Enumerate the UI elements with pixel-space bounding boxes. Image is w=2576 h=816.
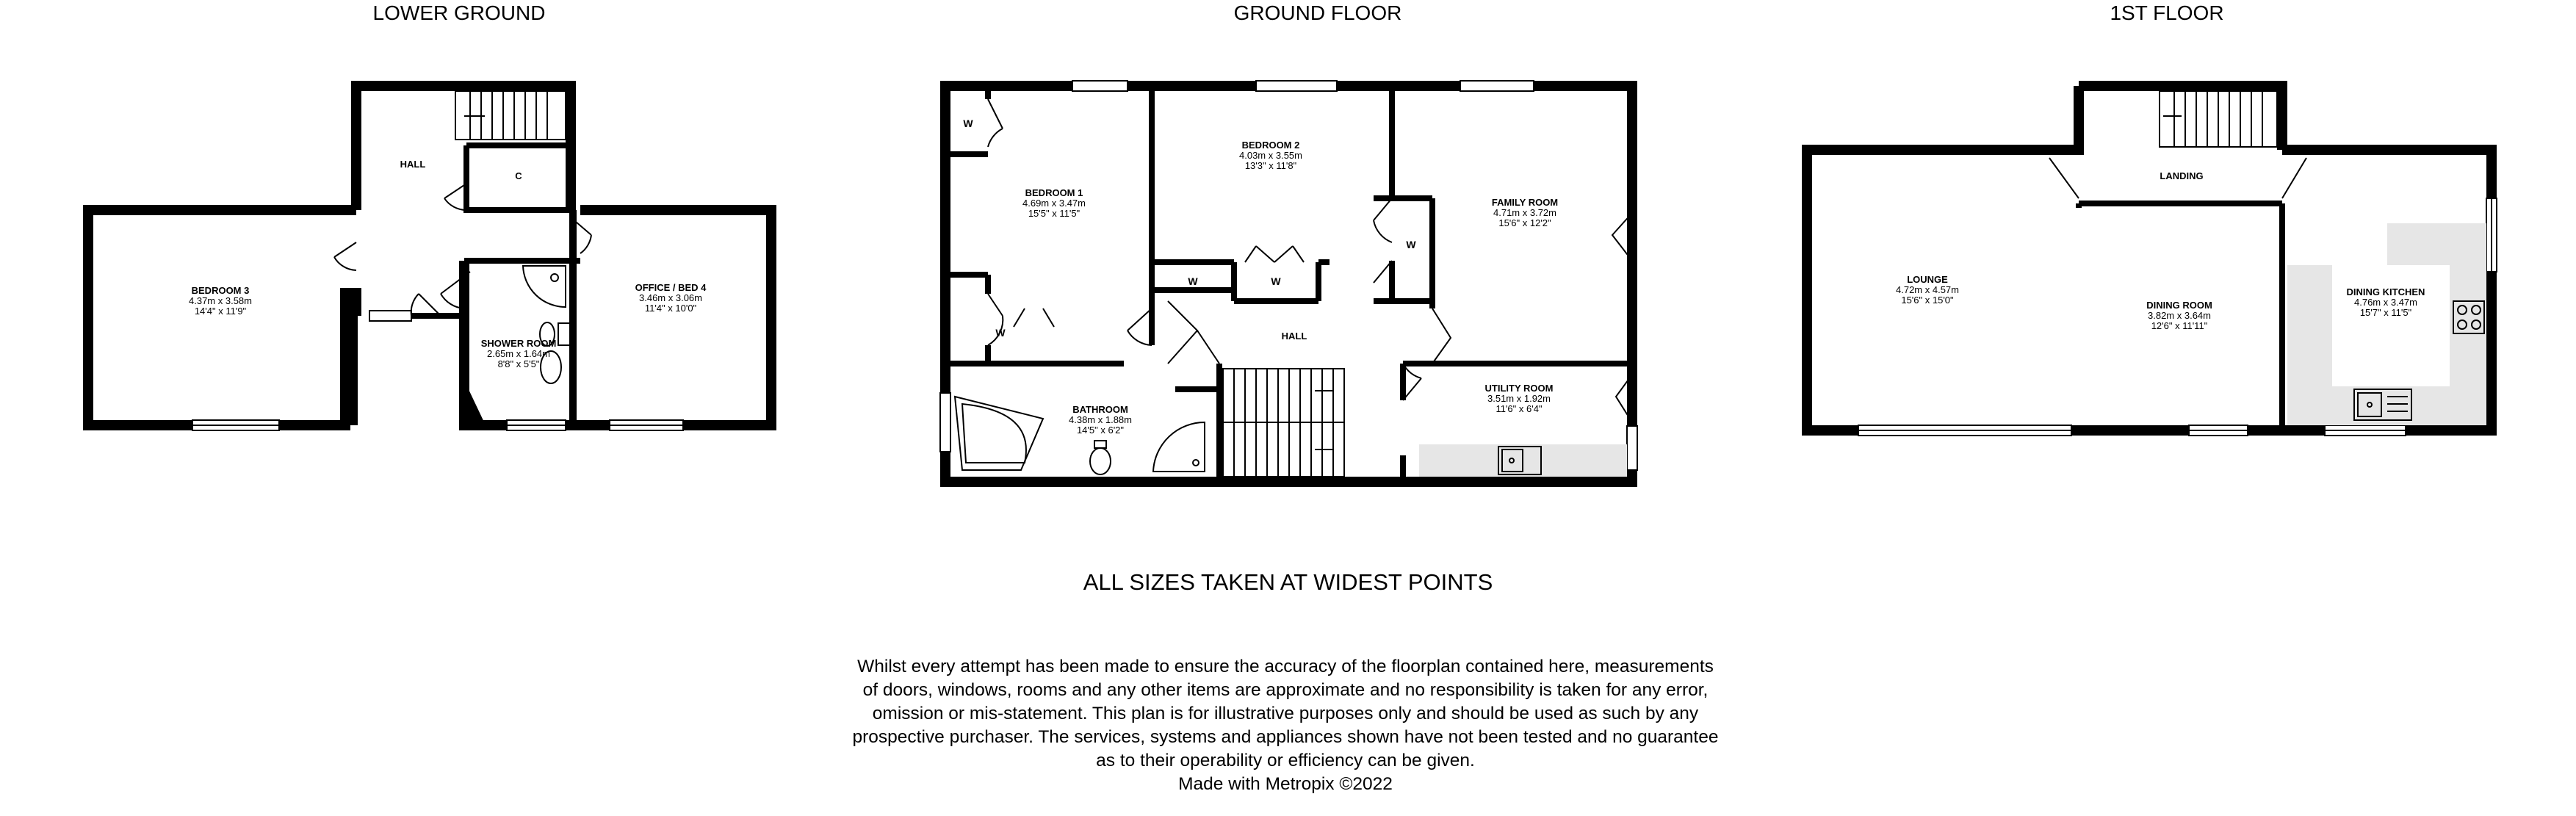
room-name-bedroom-1: BEDROOM 1: [1025, 187, 1083, 198]
disclaimer-line: of doors, windows, rooms and any other items are approximate and no responsibility is taken for any error,: [862, 680, 1709, 700]
room-dims-office-imperial: 11'4" x 10'0": [644, 303, 697, 314]
room-name-hall-lower: HALL: [400, 159, 426, 170]
lower-ground-stairs: [455, 91, 566, 140]
room-dims-family-room-imperial: 15'6" x 12'2": [1498, 217, 1551, 228]
room-dims-lounge-imperial: 15'6" x 15'0": [1901, 295, 1954, 306]
disclaimer-credit: Made with Metropix ©2022: [1178, 774, 1393, 794]
room-name-bedroom-3: BEDROOM 3: [191, 285, 250, 296]
room-name-lounge: LOUNGE: [1907, 274, 1948, 285]
room-dims-family-room-metric: 4.71m x 3.72m: [1493, 207, 1556, 218]
floor-title-1st-floor: 1ST FLOOR: [2110, 1, 2224, 24]
room-dims-shower-metric: 2.65m x 1.64m: [487, 348, 550, 359]
room-dims-bathroom-metric: 4.38m x 1.88m: [1069, 414, 1132, 425]
lower-ground-plan: [88, 86, 771, 425]
wardrobe-label: W: [1188, 275, 1198, 287]
room-dims-dining-room-metric: 3.82m x 3.64m: [2148, 310, 2211, 321]
room-name-office-bed-4: OFFICE / BED 4: [635, 282, 707, 293]
lower-ground-windows: [192, 311, 683, 430]
room-name-family-room: FAMILY ROOM: [1491, 197, 1559, 208]
floor-title-ground-floor: GROUND FLOOR: [1233, 1, 1402, 24]
room-dims-shower-imperial: 8'8" x 5'5": [497, 358, 540, 369]
disclaimer-line: prospective purchaser. The services, systems and appliances shown have not been tested and no guarantee: [852, 727, 1719, 747]
disclaimer-line: Whilst every attempt has been made to ensure the accuracy of the floorplan contained here, measurements: [857, 657, 1714, 676]
room-name-hall-ground: HALL: [1281, 331, 1307, 342]
room-dims-bedroom-2-imperial: 13'3" x 11'8": [1244, 160, 1297, 171]
room-dims-office-metric: 3.46m x 3.06m: [639, 292, 702, 303]
room-dims-bedroom-3-imperial: 14'4" x 11'9": [194, 306, 247, 317]
room-dims-lounge-metric: 4.72m x 4.57m: [1896, 284, 1959, 295]
disclaimer-text: [808, 655, 1763, 796]
ground-floor-room-labels: [1022, 140, 1558, 436]
lower-ground-room-labels: [189, 159, 707, 369]
kitchen-units: [2287, 223, 2486, 425]
disclaimer-line: omission or mis-statement. This plan is for illustrative purposes only and should be used as such by any: [872, 704, 1699, 723]
room-name-landing: LANDING: [2160, 170, 2204, 181]
floor-title-lower-ground: LOWER GROUND: [372, 1, 546, 24]
wardrobe-label: W: [995, 327, 1006, 339]
room-name-bedroom-2: BEDROOM 2: [1241, 140, 1300, 151]
ground-floor-doors: [988, 99, 1632, 422]
room-dims-bedroom-1-metric: 4.69m x 3.47m: [1022, 198, 1086, 209]
wardrobe-label: W: [963, 118, 973, 129]
room-dims-utility-metric: 3.51m x 1.92m: [1487, 393, 1551, 404]
room-name-utility-room: UTILITY ROOM: [1484, 383, 1554, 394]
lower-ground-pillar: [340, 288, 358, 425]
widest-points-note: ALL SIZES TAKEN AT WIDEST POINTS: [1083, 569, 1493, 595]
room-name-dining-room: DINING ROOM: [2146, 300, 2212, 311]
room-dims-bathroom-imperial: 14'5" x 6'2": [1076, 425, 1125, 436]
room-dims-dining-kitchen-imperial: 15'7" x 11'5": [2359, 307, 2412, 318]
room-dims-dining-kitchen-metric: 4.76m x 3.47m: [2354, 297, 2417, 308]
room-name-dining-kitchen: DINING KITCHEN: [2346, 286, 2425, 297]
room-dims-bedroom-2-metric: 4.03m x 3.55m: [1239, 150, 1302, 161]
ground-floor-stairs: [1223, 369, 1344, 477]
room-name-shower-room: SHOWER ROOM: [480, 338, 557, 349]
wardrobe-label: W: [1406, 239, 1416, 250]
room-name-cupboard: C: [515, 170, 522, 181]
ground-floor-wardrobe-labels: [963, 118, 1416, 339]
room-dims-bedroom-3-metric: 4.37m x 3.58m: [189, 295, 252, 306]
wardrobe-label: W: [1271, 275, 1281, 287]
disclaimer-line: as to their operability or efficiency can be given.: [1096, 751, 1475, 770]
room-name-bathroom: BATHROOM: [1072, 404, 1128, 415]
room-dims-utility-imperial: 11'6" x 6'4": [1496, 403, 1543, 414]
first-floor-stairs: [2160, 91, 2277, 147]
room-dims-bedroom-1-imperial: 15'5" x 11'5": [1028, 208, 1080, 219]
room-dims-dining-room-imperial: 12'6" x 11'11": [2151, 320, 2208, 331]
